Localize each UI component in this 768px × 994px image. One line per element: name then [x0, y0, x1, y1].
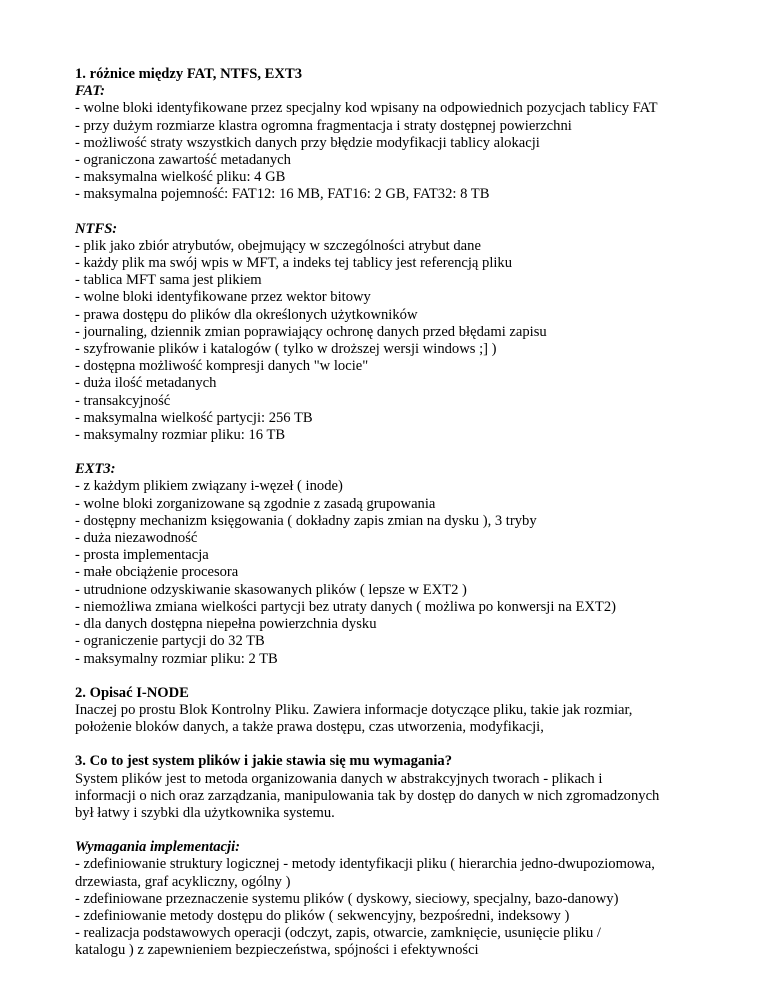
text-line: drzewiasta, graf acykliczny, ogólny ) — [75, 873, 291, 890]
text-line: - plik jako zbiór atrybutów, obejmujący w szczególności atrybut dane — [75, 237, 481, 254]
text-line: położenie bloków danych, a także prawa dostępu, czas utworzenia, modyfikacji, — [75, 719, 544, 736]
text-line: - journaling, dziennik zmian poprawiający ochronę danych przed błędami zapisu — [75, 323, 547, 340]
text-line: - zdefiniowane przeznaczenie systemu plików ( dyskowy, sieciowy, specjalny, bazo-danowy) — [75, 890, 619, 907]
text-line: - utrudnione odzyskiwanie skasowanych plików ( lepsze w EXT2 ) — [75, 581, 467, 598]
text-line: - wolne bloki identyfikowane przez wektor bitowy — [75, 289, 371, 306]
paragraph-gap — [75, 444, 755, 461]
text-line: - zdefiniowanie metody dostępu do plików ( sekwencyjny, bezpośredni, indeksowy ) — [75, 907, 570, 924]
section-heading: 1. różnice między FAT, NTFS, EXT3 — [75, 66, 302, 82]
text-line: - z każdym plikiem związany i-węzeł ( inode) — [75, 478, 343, 495]
text-line: - niemożliwa zmiana wielkości partycji bez utraty danych ( możliwa po konwersji na EXT2) — [75, 598, 617, 615]
text-line: - transakcyjność — [75, 392, 171, 409]
text-line: - maksymalny rozmiar pliku: 16 TB — [75, 427, 286, 444]
section-subheading: EXT3: — [75, 461, 116, 478]
text-line: - dostępna możliwość kompresji danych "w locie" — [75, 358, 369, 375]
text-line: - maksymalny rozmiar pliku: 2 TB — [75, 650, 278, 667]
text-line: - wolne bloki zorganizowane są zgodnie z zasadą grupowania — [75, 495, 436, 512]
text-line: - wolne bloki identyfikowane przez specjalny kod wpisany na odpowiednich pozycjach tablicy FAT — [75, 100, 658, 117]
text-line: informacji o nich oraz zarządzania, manipulowania tak by dostęp do danych w nich zgromadzonych — [75, 787, 660, 804]
text-line: - przy dużym rozmiarze klastra ogromna fragmentacja i straty dostępnej powierzchni — [75, 117, 572, 134]
section-subheading: NTFS: — [75, 220, 118, 237]
paragraph-gap — [75, 668, 755, 685]
text-line: - zdefiniowanie struktury logicznej - metody identyfikacji pliku ( hierarchia jedno-dwupoziomowa, — [75, 856, 655, 873]
text-line: katalogu ) z zapewnieniem bezpieczeństwa, spójności i efektywności — [75, 942, 479, 959]
text-line: - maksymalna wielkość pliku: 4 GB — [75, 169, 286, 186]
text-line: - tablica MFT sama jest plikiem — [75, 272, 262, 289]
text-line: System plików jest to metoda organizowania danych w abstrakcyjnych tworach - plikach i — [75, 770, 603, 787]
document-page — [75, 66, 755, 960]
text-line: był łatwy i szybki dla użytkownika systemu. — [75, 804, 335, 821]
text-line: - prosta implementacja — [75, 547, 209, 564]
section-subheading: FAT: — [75, 83, 106, 100]
text-line: - szyfrowanie plików i katalogów ( tylko w droższej wersji windows ;] ) — [75, 341, 497, 358]
section-heading: 2. Opisać I-NODE — [75, 684, 189, 701]
text-line: - duża niezawodność — [75, 530, 198, 547]
paragraph-gap — [75, 736, 755, 753]
text-line: - ograniczona zawartość metadanych — [75, 152, 291, 169]
section-heading: 3. Co to jest system plików i jakie stawia się mu wymagania? — [75, 753, 452, 770]
text-line: Inaczej po prostu Blok Kontrolny Pliku. Zawiera informacje dotyczące pliku, takie jak rozmiar, — [75, 701, 633, 718]
text-line: - maksymalna wielkość partycji: 256 TB — [75, 409, 313, 426]
text-line: - realizacja podstawowych operacji (odczyt, zapis, otwarcie, zamknięcie, usunięcie pliku / — [75, 925, 601, 942]
text-line: - ograniczenie partycji do 32 TB — [75, 633, 265, 650]
text-line: - dla danych dostępna niepełna powierzchnia dysku — [75, 616, 377, 633]
text-line: - maksymalna pojemność: FAT12: 16 MB, FAT16: 2 GB, FAT32: 8 TB — [75, 186, 490, 203]
text-line: - każdy plik ma swój wpis w MFT, a indeks tej tablicy jest referencją pliku — [75, 255, 513, 272]
text-line: - duża ilość metadanych — [75, 375, 217, 392]
paragraph-gap — [75, 822, 755, 839]
text-line: - prawa dostępu do plików dla określonych użytkowników — [75, 306, 418, 323]
text-line: - dostępny mechanizm księgowania ( dokładny zapis zmian na dysku ), 3 tryby — [75, 512, 537, 529]
paragraph-gap — [75, 204, 755, 221]
text-line: - małe obciążenie procesora — [75, 564, 239, 581]
text-line: - możliwość straty wszystkich danych przy błędzie modyfikacji tablicy alokacji — [75, 134, 540, 151]
section-subheading: Wymagania implementacji: — [75, 839, 240, 856]
